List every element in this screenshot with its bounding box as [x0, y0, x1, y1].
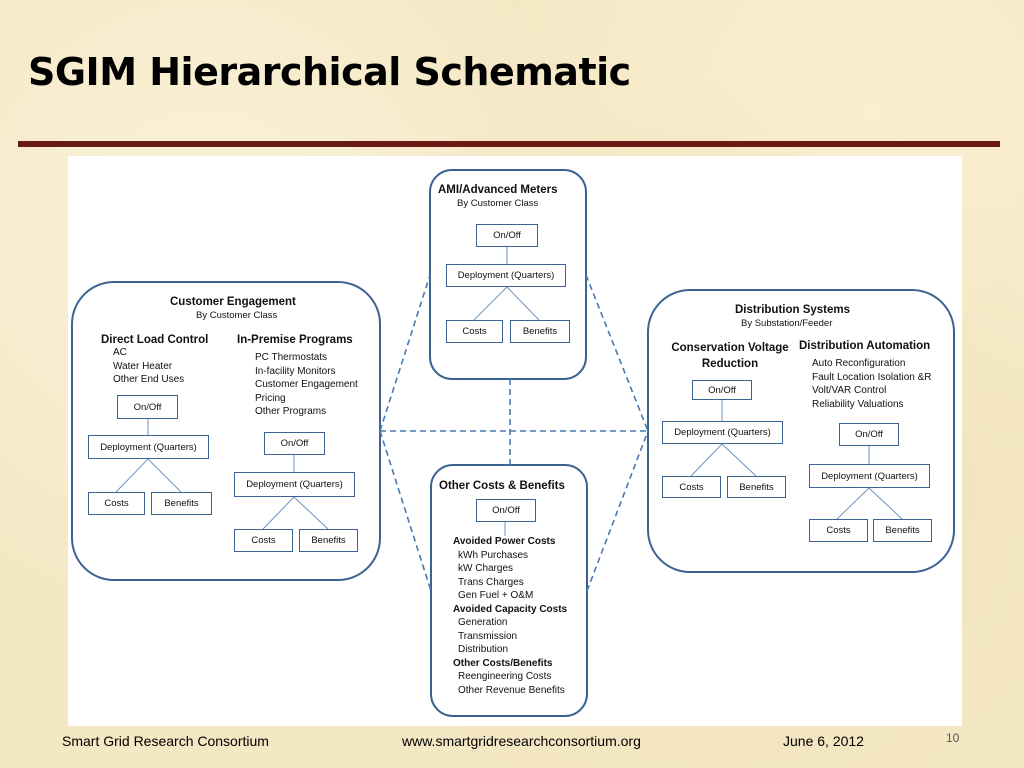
- other-item: Generation: [458, 617, 508, 628]
- ipp-benefits-box: Benefits: [299, 529, 358, 552]
- distribution-automation-heading: Distribution Automation: [799, 340, 931, 352]
- dlc-on-off-box: On/Off: [117, 395, 178, 419]
- other-item: Reengineering Costs: [458, 671, 552, 682]
- cvr-deployment-box: Deployment (Quarters): [662, 421, 783, 444]
- customer-engagement-subtitle: By Customer Class: [196, 310, 278, 321]
- da-item: Auto Reconfiguration: [812, 358, 906, 369]
- slide-title: SGIM Hierarchical Schematic: [28, 50, 631, 94]
- other-item: Gen Fuel + O&M: [458, 590, 534, 601]
- other-costs-title: Other Costs & Benefits: [439, 480, 565, 492]
- da-item: Volt/VAR Control: [812, 385, 887, 396]
- other-group-heading: Avoided Power Costs: [453, 536, 556, 547]
- ami-title: AMI/Advanced Meters: [438, 184, 558, 196]
- other-item: Trans Charges: [458, 576, 524, 588]
- distribution-systems-title: Distribution Systems: [735, 304, 851, 316]
- ami-benefits-box: Benefits: [510, 320, 570, 343]
- da-benefits-box: Benefits: [873, 519, 932, 542]
- in-premise-programs-heading: In-Premise Programs: [237, 334, 353, 346]
- footer-date: June 6, 2012: [783, 733, 864, 749]
- da-costs-box: Costs: [809, 519, 868, 542]
- cvr-heading: [668, 340, 792, 372]
- other-item: Transmission: [458, 630, 518, 642]
- schematic-diagram: [68, 156, 962, 726]
- cvr-heading-line2: Reduction: [701, 358, 759, 370]
- ami-costs-box: Costs: [446, 320, 503, 343]
- footer-website: www.smartgridresearchconsortium.org: [402, 733, 641, 749]
- dlc-deployment-box: Deployment (Quarters): [88, 435, 209, 459]
- ipp-item: PC Thermostats: [255, 352, 328, 363]
- distribution-automation-list: [812, 357, 932, 411]
- dlc-item: AC: [113, 347, 127, 358]
- ipp-item: Customer Engagement: [255, 379, 358, 390]
- cvr-on-off-box: On/Off: [692, 380, 752, 400]
- page-number: 10: [946, 731, 960, 745]
- da-item: Reliability Valuations: [812, 398, 904, 410]
- ipp-item: In-facility Monitors: [255, 365, 336, 377]
- other-costs-list: [453, 535, 567, 697]
- ami-deployment-box: Deployment (Quarters): [446, 264, 566, 287]
- dlc-benefits-box: Benefits: [151, 492, 212, 515]
- da-on-off-box: On/Off: [839, 423, 899, 446]
- dlc-item: Other End Uses: [113, 374, 185, 385]
- distribution-systems-subtitle: By Substation/Feeder: [741, 318, 833, 329]
- other-on-off-box: On/Off: [476, 499, 536, 522]
- other-item: Other Revenue Benefits: [458, 684, 565, 696]
- ipp-item: Other Programs: [255, 406, 327, 417]
- cvr-benefits-box: Benefits: [727, 476, 786, 498]
- ami-on-off-box: On/Off: [476, 224, 538, 247]
- dlc-item: Water Heater: [113, 360, 173, 372]
- ami-subtitle: By Customer Class: [457, 198, 539, 209]
- other-item: Distribution: [458, 644, 509, 655]
- da-item: Fault Location Isolation &R: [812, 371, 932, 383]
- other-group-heading: Avoided Capacity Costs: [453, 603, 568, 615]
- ipp-on-off-box: On/Off: [264, 432, 325, 455]
- direct-load-control-list: [113, 346, 184, 387]
- footer-organization: Smart Grid Research Consortium: [62, 733, 269, 749]
- ipp-item: Pricing: [255, 392, 286, 404]
- cvr-costs-box: Costs: [662, 476, 721, 498]
- title-divider: [18, 141, 1000, 147]
- other-group-heading: Other Costs/Benefits: [453, 657, 553, 669]
- other-item: kW Charges: [458, 563, 514, 574]
- cvr-heading-line1: Conservation Voltage: [671, 342, 789, 354]
- ipp-deployment-box: Deployment (Quarters): [234, 472, 355, 497]
- da-deployment-box: Deployment (Quarters): [809, 464, 930, 488]
- direct-load-control-heading: Direct Load Control: [101, 334, 209, 346]
- dlc-costs-box: Costs: [88, 492, 145, 515]
- customer-engagement-title: Customer Engagement: [170, 296, 296, 308]
- ipp-costs-box: Costs: [234, 529, 293, 552]
- other-item: kWh Purchases: [458, 549, 529, 561]
- in-premise-programs-list: [255, 351, 358, 419]
